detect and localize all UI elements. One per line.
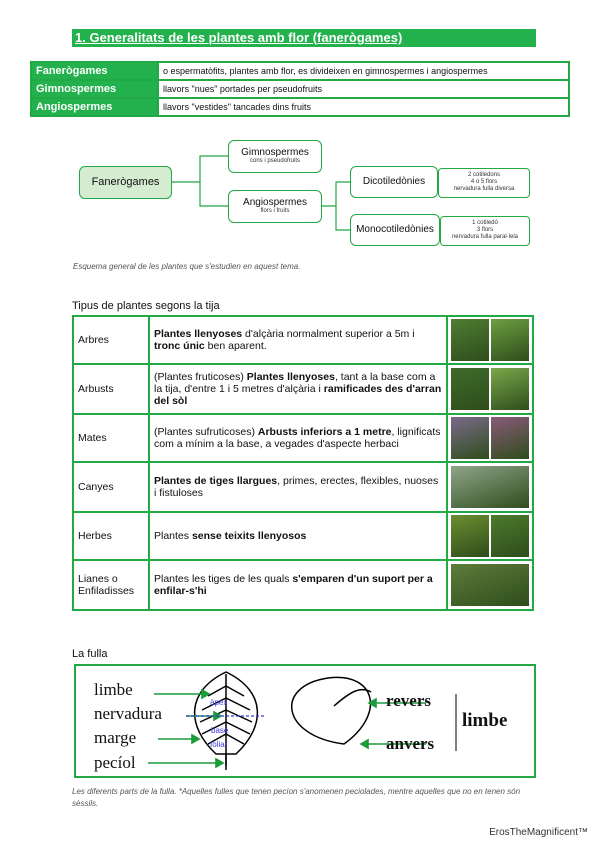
label-apex: àpex [210, 698, 228, 707]
label-marge: marge [94, 728, 137, 747]
leaf-heading: La fulla [72, 648, 108, 660]
plant-photo-cell [447, 414, 533, 462]
monocotiledonies-note [440, 216, 530, 246]
gimnospermes-label: Gimnospermes [241, 147, 309, 158]
dicot-note-line: 4 o 5 flors [470, 179, 498, 185]
root-node [79, 166, 172, 199]
definition-desc: llavors "vestides" tancades dins fruits [158, 98, 569, 116]
plant-type-desc [149, 364, 447, 414]
desc-fragment: Arbusts inferiors a 1 metre [257, 426, 392, 438]
plant-type-row [73, 560, 533, 610]
plant-photo [451, 417, 489, 459]
leaf-figure [74, 664, 536, 778]
monocotiledonies-label: Monocotiledònies [356, 224, 434, 235]
plant-types-table [72, 315, 534, 611]
plant-type-desc [149, 316, 447, 364]
plant-type-row [73, 316, 533, 364]
angiospermes-label: Angiospermes [243, 197, 307, 208]
definition-term: Angiospermes [31, 98, 158, 116]
desc-fragment: s'emparen d'un suport per a enfilar-s'hi [154, 573, 433, 597]
plant-photo [451, 466, 529, 508]
desc-fragment: ramificades des d'arran del sòl [154, 383, 442, 407]
dicot-note-line: 2 cotiledons [467, 172, 501, 178]
plant-photo-cell [447, 462, 533, 512]
angiospermes-sub: flors i fruits [260, 208, 290, 214]
definitions-table [30, 61, 570, 117]
mono-note-line: 1 cotiledó [472, 220, 498, 226]
mono-note-line: nervadura fulla paral·lela [451, 234, 519, 240]
definition-row [31, 62, 569, 80]
desc-fragment: Plantes de tiges llargues [154, 475, 278, 487]
label-foliar: foliar [210, 740, 228, 749]
plant-photo [491, 417, 529, 459]
label-peciol: pecíol [94, 753, 136, 772]
plant-type-desc [149, 462, 447, 512]
plant-type-name: Arbres [73, 316, 149, 364]
plant-type-name: Lianes o Enfiladisses [73, 560, 149, 610]
dicotiledonies-note [438, 168, 530, 198]
label-nervadura: nervadura [94, 704, 162, 723]
dicot-note-line: nervadura fulla diversa [453, 186, 515, 192]
desc-fragment: sense teixits llenyosos [191, 530, 307, 542]
plant-photo [451, 515, 489, 557]
plant-type-name: Canyes [73, 462, 149, 512]
definition-desc: o espermatòfits, plantes amb flor, es divideixen en gimnospermes i angiospermes [158, 62, 569, 80]
desc-fragment: Plantes [154, 530, 192, 542]
desc-fragment: (Plantes fruticoses) [154, 371, 247, 383]
plant-type-desc [149, 414, 447, 462]
definition-row [31, 80, 569, 98]
plant-photo [451, 319, 489, 361]
desc-fragment: tronc únic [154, 340, 205, 352]
diagram-caption: Esquema general de les plantes que s'estudien en aquest tema. [73, 262, 301, 271]
plant-photo [491, 319, 529, 361]
desc-fragment: d'alçària normalment superior a 5m i [242, 328, 415, 340]
dicotiledonies-label: Dicotiledònies [362, 176, 426, 187]
mono-note-line: 3 flors [476, 227, 494, 233]
plant-photo [451, 564, 529, 606]
desc-fragment: Plantes llenyoses [246, 371, 335, 383]
label-limbe-right: limbe [462, 710, 508, 731]
desc-fragment: , tant a la base com a la tija, d'entre 1 i 5 metres d'alçària i [154, 371, 436, 395]
dicotiledonies-node [350, 166, 438, 198]
plant-type-name: Mates [73, 414, 149, 462]
plant-photo [491, 368, 529, 410]
leaf-caption: Les diferents parts de la fulla. *Aquelles fulles que tenen pecíon s'anomenen peciolades, mentre aquelles que no en tenen són sèssils. [72, 787, 521, 808]
plant-type-row [73, 462, 533, 512]
plant-photo-cell [447, 316, 533, 364]
label-revers: revers [386, 691, 431, 710]
gimnospermes-node [228, 140, 322, 173]
desc-fragment: , lignificats com a mínim a la base, a vegades d'aspecte herbaci [154, 426, 441, 450]
label-anvers: anvers [386, 734, 435, 753]
plant-photo [491, 515, 529, 557]
plant-type-row [73, 512, 533, 560]
desc-fragment: ben aparent. [204, 340, 267, 352]
label-limbe: limbe [94, 680, 133, 699]
footer-signature: ErosTheMagnificent™ [489, 827, 588, 838]
plant-type-desc [149, 560, 447, 610]
plant-photo-cell [447, 512, 533, 560]
desc-fragment: , primes, erectes, flexibles, nuoses i fistuloses [154, 475, 439, 499]
plant-photo [451, 368, 489, 410]
desc-fragment: (Plantes sufruticoses) [154, 426, 258, 438]
plant-photo-cell [447, 364, 533, 414]
plant-type-row [73, 364, 533, 414]
section-title: 1. Generalitats de les plantes amb flor (fanerògames) [72, 29, 536, 47]
monocotiledonies-node [350, 214, 440, 246]
plant-type-row [73, 414, 533, 462]
definition-desc: llavors "nues" portades per pseudofruits [158, 80, 569, 98]
plant-type-name: Arbusts [73, 364, 149, 414]
desc-fragment: Plantes llenyoses [154, 328, 243, 340]
desc-fragment: Plantes les tiges de les quals [154, 573, 293, 585]
angiospermes-node [228, 190, 322, 223]
definition-term: Gimnospermes [31, 80, 158, 98]
types-heading: Tipus de plantes segons la tija [72, 300, 220, 312]
definition-row [31, 98, 569, 116]
label-base: base [211, 726, 229, 735]
gimnospermes-sub: cons i pseudofruits [249, 158, 301, 164]
plant-type-name: Herbes [73, 512, 149, 560]
root-node-label: Fanerògames [91, 176, 160, 188]
plant-photo-cell [447, 560, 533, 610]
plant-type-desc [149, 512, 447, 560]
definition-term: Fanerògames [31, 62, 158, 80]
